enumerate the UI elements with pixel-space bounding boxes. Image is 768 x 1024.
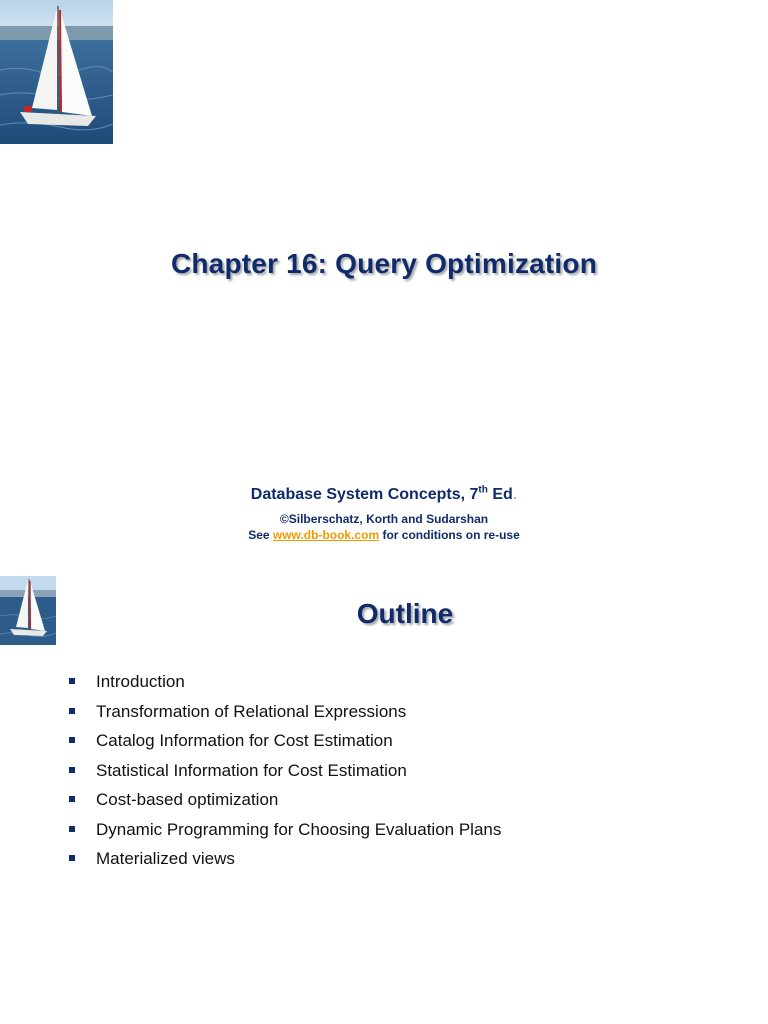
list-item-text: Statistical Information for Cost Estimation [96, 760, 407, 780]
list-item [66, 761, 501, 791]
list-item [66, 820, 501, 850]
copyright-line: ©Silberschatz, Korth and Sudarshan [279, 512, 489, 526]
book-credits [0, 485, 768, 543]
outline-slide [0, 576, 768, 1024]
sailboat-thumbnail [0, 576, 56, 645]
title-period: . [512, 486, 518, 503]
square-bullet-icon [69, 826, 75, 832]
list-item-text: Materialized views [96, 849, 235, 868]
book-title: Database System Concepts, 7 [250, 486, 479, 503]
list-item-text: Transformation of Relational Expressions [96, 701, 407, 721]
square-bullet-icon [69, 855, 75, 861]
square-bullet-icon [69, 678, 75, 684]
reuse-suffix: for conditions on re-use [379, 528, 520, 542]
list-item-text: Cost-based optimization [96, 790, 279, 809]
outline-title: Outline [356, 598, 454, 629]
square-bullet-icon [69, 796, 75, 802]
list-item-text: Introduction [96, 672, 185, 691]
reuse-line [0, 527, 768, 543]
square-bullet-icon [69, 737, 75, 743]
reuse-prefix: See [248, 528, 273, 542]
edition-superscript: th [478, 484, 488, 496]
db-book-link[interactable]: www.db-book.com [272, 528, 380, 542]
book-title-line [0, 485, 768, 505]
chapter-title: Chapter 16: Query Optimization [170, 248, 598, 279]
list-item [66, 731, 501, 761]
list-item-text: Dynamic Programming for Choosing Evaluation Plans [96, 819, 502, 839]
square-bullet-icon [69, 708, 75, 714]
outline-list [66, 672, 501, 879]
list-item-text: Catalog Information for Cost Estimation [96, 731, 393, 750]
list-item [66, 790, 501, 820]
sailboat-photo [0, 0, 113, 144]
list-item [66, 672, 501, 702]
edition-suffix: Ed [487, 486, 513, 503]
list-item [66, 702, 501, 732]
list-item [66, 849, 501, 879]
square-bullet-icon [69, 767, 75, 773]
